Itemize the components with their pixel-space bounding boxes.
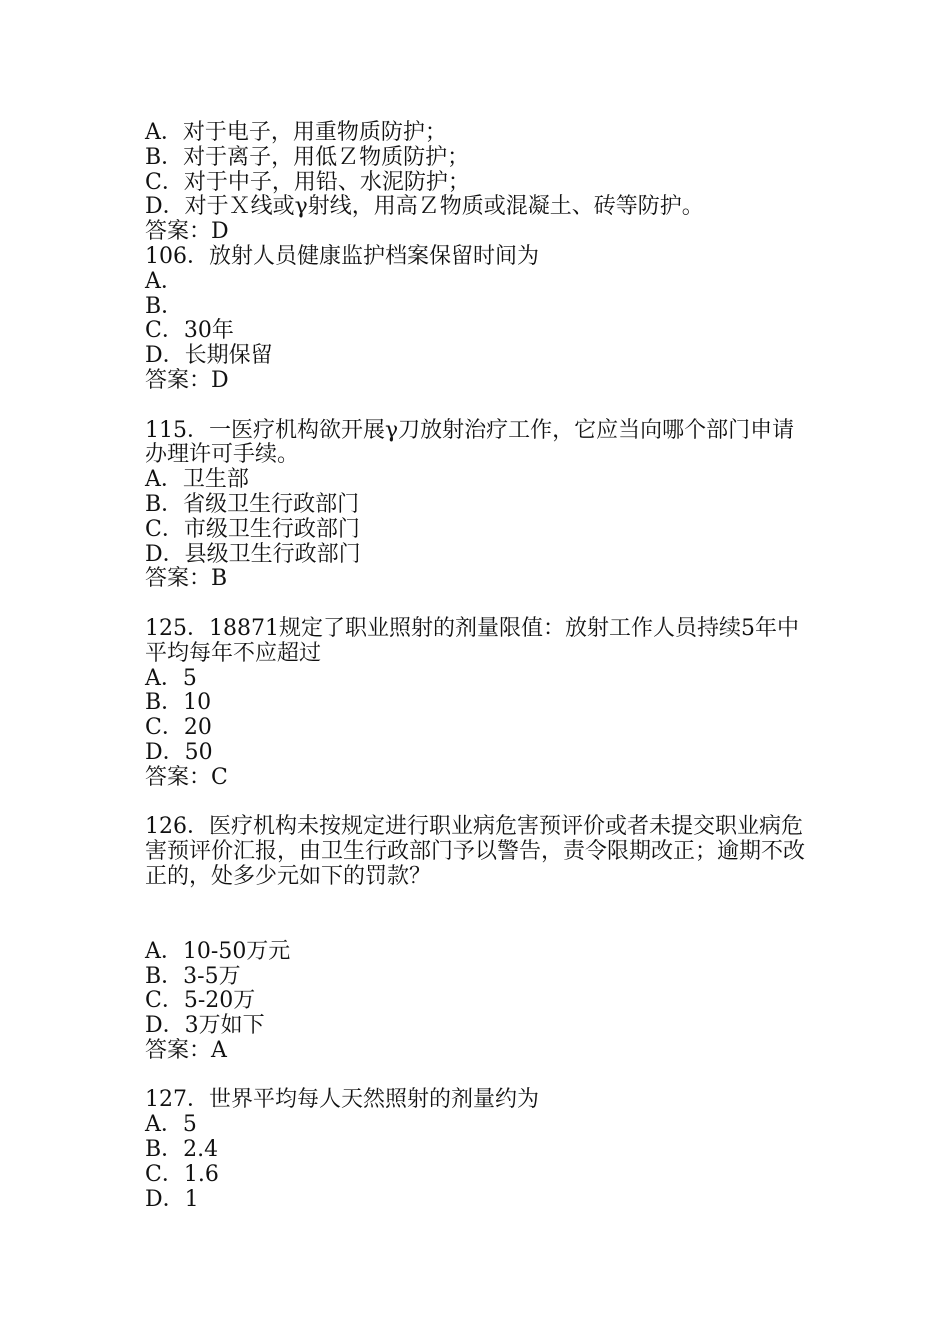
option-a: A．10-50万元: [145, 938, 291, 964]
option-a: A．5: [145, 1112, 197, 1138]
option-d: D．50: [145, 739, 213, 765]
answer: 答案：D: [145, 367, 229, 393]
option-c: C．对于中子，用铅、水泥防护；: [145, 169, 470, 195]
option-c: C．5-20万: [145, 988, 256, 1014]
blank-line: [145, 592, 815, 617]
question-text: 125．18871规定了职业照射的剂量限值：放射工作人员持续5年中平均每年不应超过: [145, 615, 799, 666]
question-block-126: [145, 815, 815, 1063]
option-c: C．30年: [145, 318, 234, 344]
blank-line: [145, 791, 815, 816]
faint-watermark-text: [145, 890, 815, 940]
option-a: A．5: [145, 665, 197, 691]
option-a: A．: [145, 268, 183, 294]
answer: 答案：C: [145, 764, 228, 790]
option-c: C．20: [145, 715, 212, 741]
answer: 答案：B: [145, 566, 228, 592]
question-block-125: [145, 617, 815, 791]
question-text: 127．世界平均每人天然照射的剂量约为: [145, 1087, 539, 1113]
answer: 答案：D: [145, 219, 229, 245]
option-d: D．1: [145, 1186, 199, 1212]
option-d: D．3万如下: [145, 1013, 265, 1039]
option-d: D．长期保留: [145, 343, 273, 369]
answer: 答案：A: [145, 1037, 227, 1063]
option-c: C．1.6: [145, 1161, 219, 1187]
option-d: D．县级卫生行政部门: [145, 541, 361, 567]
option-b: B．10: [145, 690, 212, 716]
option-b: B．对于离子，用低Ｚ物质防护；: [145, 144, 470, 170]
question-block-115: [145, 419, 815, 593]
option-b: B．2.4: [145, 1137, 219, 1163]
option-b: B．: [145, 293, 184, 319]
question-block-106: [145, 245, 815, 394]
question-text: 106．放射人员健康监护档案保留时间为: [145, 243, 539, 269]
option-d: D．对于Ｘ线或γ射线，用高Ｚ物质或混凝土、砖等防护。: [145, 194, 704, 220]
option-a: A．对于电子，用重物质防护；: [145, 120, 447, 145]
question-list: [145, 121, 815, 1212]
option-b: B．省级卫生行政部门: [145, 491, 360, 517]
option-c: C．市级卫生行政部门: [145, 516, 360, 542]
option-a: A．卫生部: [145, 467, 249, 493]
blank-line: [145, 394, 815, 419]
question-text: 126．医疗机构未按规定进行职业病危害预评价或者未提交职业病危害预评价汇报，由卫生行政部门予以警告，责令限期改正；逾期不改正的，处多少元如下的罚款？: [145, 814, 806, 889]
option-b: B．3-5万: [145, 963, 241, 989]
question-block-127: [145, 1088, 815, 1212]
blank-line: [145, 1064, 815, 1089]
question-block-104: [145, 121, 815, 245]
question-text: 115．一医疗机构欲开展γ刀放射治疗工作，它应当向哪个部门申请办理许可手续。: [145, 417, 795, 468]
